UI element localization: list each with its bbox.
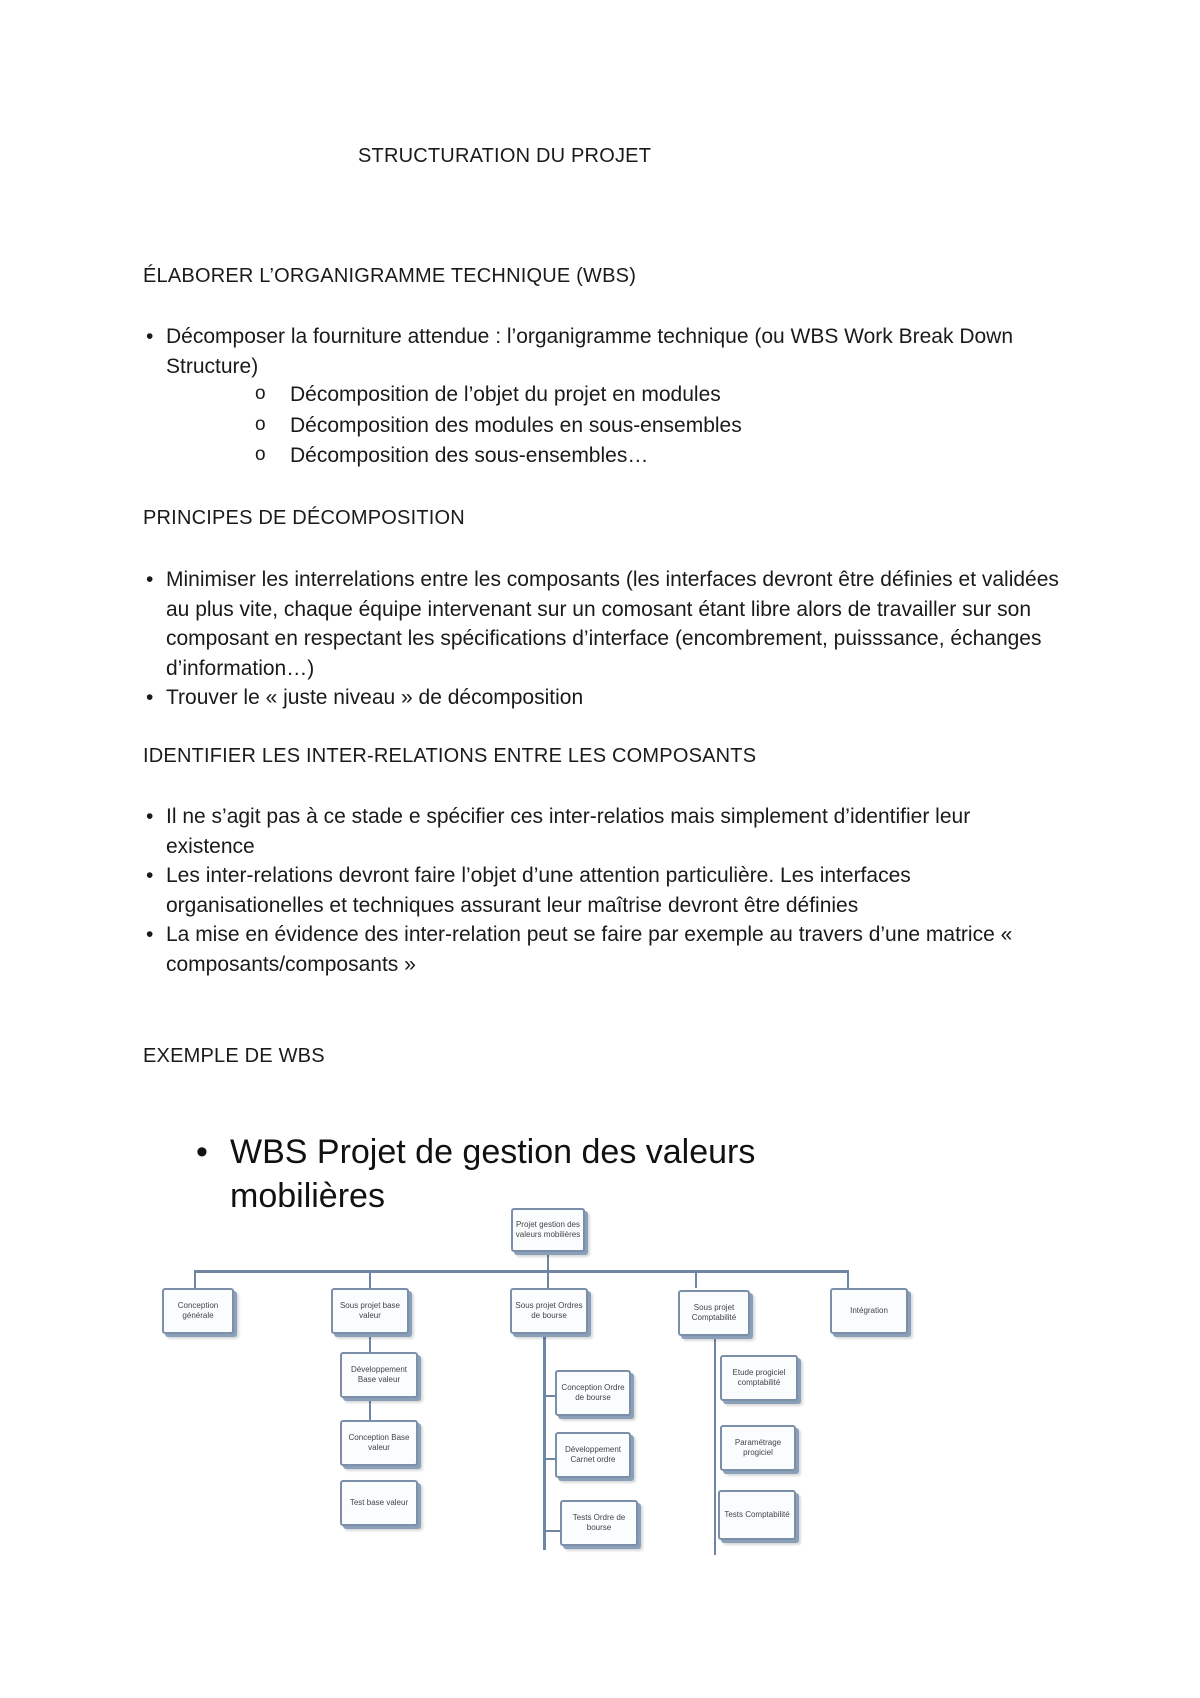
connector-line [547,1270,549,1288]
bullet-item: • La mise en évidence des inter-relation peut se faire par exemple au travers d’une matrice « composants/composants » [143,920,1063,979]
wbs-diagram-title [196,1130,756,1218]
wbs-node-sous-projet-base-valeur: Sous projet base valeur [331,1288,409,1334]
section-heading-exemple: EXEMPLE DE WBS [143,1045,325,1067]
sub-bullet-item: o Décomposition des sous-ensembles… [252,441,742,472]
bullet-item: • Trouver le « juste niveau » de décomposition [143,683,1063,713]
wbs-node-conception-ordre: Conception Ordre de bourse [555,1370,631,1416]
sub-bullet-list [252,380,742,472]
wbs-node-root: Projet gestion des valeurs mobilières [511,1208,585,1252]
wbs-node-parametrage-progiciel: Paramétrage progiciel [720,1425,796,1471]
sub-bullet-item: o Décomposition de l’objet du projet en modules [252,380,742,411]
wbs-node-etude-progiciel: Etude progiciel comptabilité [720,1355,798,1401]
bullet-item: • Minimiser les interrelations entre les composants (les interfaces devront être définies et validées au plus vite, chaque équipe intervenant sur un comosant étant libre alors de travailler sur son composant en respectant les spécifications d’interface (encombrement, puisssance, échanges d’information…) [143,565,1063,683]
sub-bullet-item: o Décomposition des modules en sous-ensembles [252,411,742,442]
page-title: STRUCTURATION DU PROJET [358,145,652,167]
wbs-node-conception-generale: Conception générale [162,1288,234,1334]
bullet-list-inter-relations [143,802,1063,979]
connector-line [543,1335,546,1550]
bullet-list-wbs [143,322,1063,381]
wbs-node-sous-projet-compta: Sous projet Comptabilité [678,1290,750,1336]
bullet-item: • Les inter-relations devront faire l’objet d’une attention particulière. Les interfaces organisationelles et techniques assurant leur maîtrise devront être définies [143,861,1063,920]
wbs-title-line-1: WBS Projet de gestion des valeurs [230,1133,756,1171]
wbs-node-integration: Intégration [830,1288,908,1334]
connector-line [695,1270,697,1288]
wbs-node-dev-base-valeur: Développement Base valeur [340,1352,418,1398]
connector-line [194,1270,196,1288]
connector-line [369,1270,371,1288]
wbs-node-dev-carnet-ordre: Développement Carnet ordre [555,1432,631,1478]
wbs-node-sous-projet-ordres: Sous projet Ordres de bourse [510,1288,588,1334]
bullet-list-principes [143,565,1063,713]
wbs-node-tests-compta: Tests Comptabilité [718,1490,796,1540]
connector-line [194,1270,848,1273]
wbs-title-bullet: • [196,1133,208,1171]
bullet-item: • Il ne s’agit pas à ce stade e spécifier ces inter-relatios mais simplement d’identifier leur existence [143,802,1063,861]
connector-line [847,1270,849,1288]
connector-line [714,1335,716,1555]
wbs-node-conception-base-valeur: Conception Base valeur [340,1420,418,1466]
wbs-node-tests-ordre: Tests Ordre de bourse [560,1500,638,1546]
section-heading-inter-relations: IDENTIFIER LES INTER-RELATIONS ENTRE LES COMPOSANTS [143,745,757,767]
section-heading-principes: PRINCIPES DE DÉCOMPOSITION [143,507,465,529]
wbs-title-line-2: mobilières [230,1177,385,1215]
bullet-item: • Décomposer la fourniture attendue : l’organigramme technique (ou WBS Work Break Down Structure) [143,322,1063,381]
connector-line [547,1252,549,1270]
wbs-diagram [150,1120,920,1560]
section-heading-wbs: ÉLABORER L’ORGANIGRAMME TECHNIQUE (WBS) [143,265,637,287]
wbs-node-test-base-valeur: Test base valeur [340,1480,418,1526]
